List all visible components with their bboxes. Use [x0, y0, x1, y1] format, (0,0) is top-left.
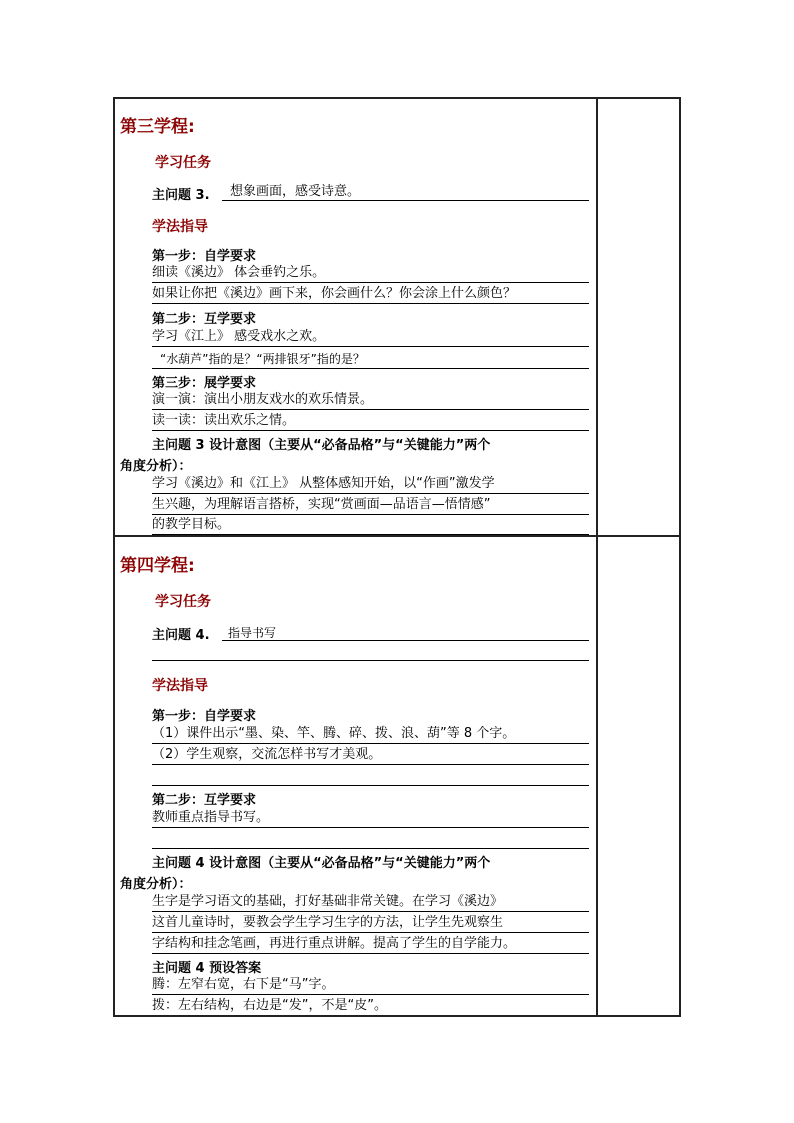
section-3-intent-title: 主问题 3 设计意图（主要从“必备品格”与“关键能力”两个 [152, 438, 491, 453]
section-3-step-2-line-2: “水葫芦”指的是？“两排银牙”指的是？ [160, 352, 365, 366]
section-3-step-1-line-1: 细读《溪边》 体会垂钓之乐。 [152, 265, 326, 280]
section-4-intent-line-2: 这首儿童诗时，要教会学生学习生字的方法，让学生先观察生 [152, 915, 504, 930]
underline [152, 743, 589, 744]
section-3-intent-line-1: 学习《溪边》和《江上》 从整体感知开始，以“作画”激发学 [152, 476, 495, 491]
section-4-intent-line-3: 字结构和挂念笔画，再进行重点讲解。提高了学生的自学能力。 [152, 936, 517, 951]
underline [152, 785, 589, 786]
section-3-step-2-line-1: 学习《江上》 感受戏水之欢。 [152, 329, 326, 344]
section-4-step-1-title: 第一步：自学要求 [152, 709, 257, 724]
section-3-intent-line-2: 生兴趣，为理解语言搭桥，实现“赏画面—品语言—悟情感” [152, 497, 491, 512]
underline [152, 493, 589, 494]
underline [152, 994, 589, 995]
section-3-question-text: 想象画面，感受诗意。 [230, 184, 361, 199]
section-3-step-3-title: 第三步：展学要求 [152, 376, 257, 391]
section-4-step-1-line-2: （2）学生观察，交流怎样书写才美观。 [152, 747, 382, 762]
section-4-answer-title: 主问题 4 预设答案 [152, 961, 262, 976]
underline [152, 282, 589, 283]
section-3-intent-line-3: 的教学目标。 [152, 517, 231, 532]
section-3-step-1-title: 第一步：自学要求 [152, 249, 257, 264]
section-4-task-title: 学习任务 [155, 594, 211, 610]
underline [152, 514, 589, 515]
section-4-guide-title: 学法指导 [152, 678, 208, 694]
section-4-step-1-line-1: （1）课件出示“墨、染、竿、腾、碎、拨、浪、葫”等 8 个字。 [152, 726, 516, 741]
underline [152, 911, 589, 912]
underline [222, 640, 589, 641]
underline [152, 827, 589, 828]
underline [152, 848, 589, 849]
section-4-step-2-line-1: 教师重点指导书写。 [152, 810, 270, 825]
section-4-intent-line-1: 生字是学习语文的基础，打好基础非常关键。在学习《溪边》 [152, 894, 504, 909]
section-3-step-1-line-2: 如果让你把《溪边》画下来，你会画什么？你会涂上什么颜色？ [152, 286, 517, 301]
section-4-intent-title-cont: 角度分析）： [120, 877, 192, 892]
underline [152, 346, 589, 347]
underline [152, 764, 589, 765]
section-3-guide-title: 学法指导 [152, 219, 208, 235]
section-4-question-label: 主问题 4. [152, 628, 210, 643]
underline [152, 409, 589, 410]
section-4-step-2-title: 第二步：互学要求 [152, 793, 257, 808]
section-4-answer-line-1: 腾：左窄右宽，右下是“马”字。 [152, 977, 335, 992]
section-3-heading: 第三学程: [120, 117, 195, 137]
column-divider [596, 99, 598, 1015]
section-3-step-3-line-2: 读一读：读出欢乐之情。 [152, 413, 296, 428]
section-4-answer-line-2: 拨：左右结构，右边是“发”，不是“皮”。 [152, 998, 387, 1013]
section-4-heading: 第四学程: [120, 556, 195, 576]
section-3-step-2-title: 第二步：互学要求 [152, 312, 257, 327]
section-4-question-text: 指导书写 [228, 626, 277, 640]
underline [152, 430, 589, 431]
underline [152, 368, 589, 369]
section-3-step-3-line-1: 演一演：演出小朋友戏水的欢乐情景。 [152, 392, 374, 407]
section-3-question-label: 主问题 3. [152, 188, 210, 203]
section-3-task-title: 学习任务 [155, 155, 211, 171]
row-divider [115, 535, 679, 537]
underline [152, 534, 589, 535]
underline [152, 303, 589, 304]
underline [152, 660, 589, 661]
underline [152, 932, 589, 933]
section-4-intent-title: 主问题 4 设计意图（主要从“必备品格”与“关键能力”两个 [152, 856, 491, 871]
section-3-intent-title-cont: 角度分析）： [120, 459, 192, 474]
underline [152, 953, 589, 954]
underline [222, 200, 589, 201]
